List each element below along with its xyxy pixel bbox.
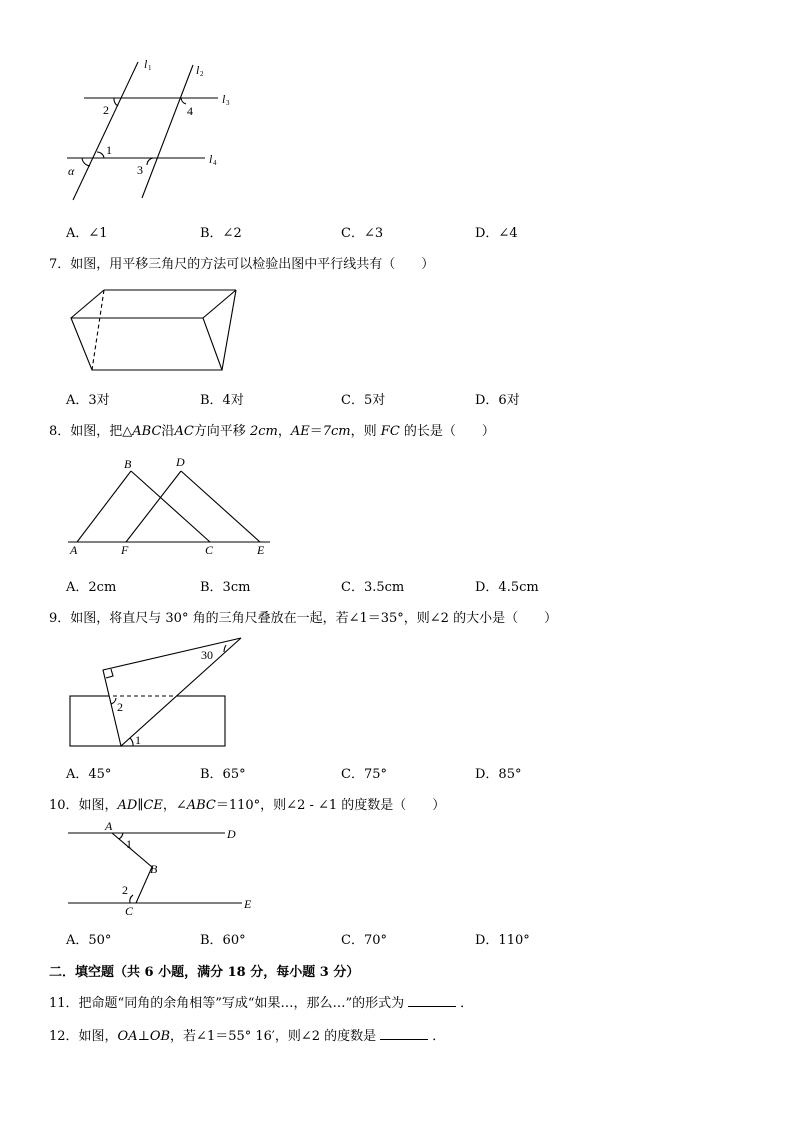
angle-arc-1 xyxy=(97,152,104,158)
q8-option-d[interactable]: D．4.5cm xyxy=(475,580,539,595)
q12-text: 12．如图，OA⊥OB，若∠1＝55° 16′，则∠2 的度数是 ． xyxy=(49,1029,446,1044)
q10-figure xyxy=(65,818,265,923)
label-l4-sub: 4 xyxy=(213,159,217,167)
q6-option-a[interactable]: A．∠1 xyxy=(66,226,108,241)
line-l2 xyxy=(142,65,193,198)
q10-text: 10．如图，AD∥CE，∠ABC＝110°，则∠2 - ∠1 的度数是（ ） xyxy=(49,798,446,813)
q6-figure xyxy=(60,55,250,205)
q9-text: 9．如图，将直尺与 30° 角的三角尺叠放在一起，若∠1＝35°，则∠2 的大小是（ ） xyxy=(49,611,558,626)
label-l3-sub: 3 xyxy=(226,99,230,107)
prism-hidden-edge xyxy=(92,290,104,370)
q8-option-c[interactable]: C．3.5cm xyxy=(341,580,405,595)
label-l1: l xyxy=(144,57,148,71)
q6-option-c[interactable]: C．∠3 xyxy=(341,226,384,241)
q7-option-c[interactable]: C．5对 xyxy=(341,393,386,408)
label-angle-1: 1 xyxy=(135,733,141,747)
label-l2-sub: 2 xyxy=(200,70,204,78)
label-c: C xyxy=(205,543,214,557)
label-e: E xyxy=(257,543,265,557)
angle-arc-1 xyxy=(119,833,123,839)
label-d: D xyxy=(176,455,185,469)
label-angle-2: 2 xyxy=(117,700,123,714)
q7-figure xyxy=(65,282,245,377)
label-l1-sub: 1 xyxy=(148,64,152,72)
angle-arc-4 xyxy=(181,98,186,104)
q9-option-c[interactable]: C．75° xyxy=(341,767,387,782)
label-angle-2: 2 xyxy=(103,103,109,117)
label-angle-1: 1 xyxy=(126,837,132,851)
label-a: A xyxy=(105,819,113,833)
q8-option-a[interactable]: A．2cm xyxy=(66,580,117,595)
label-b: B xyxy=(150,862,158,876)
q10-option-b[interactable]: B．60° xyxy=(200,933,246,948)
q10-option-a[interactable]: A．50° xyxy=(66,933,112,948)
q6-option-b[interactable]: B．∠2 xyxy=(200,226,242,241)
label-a: A xyxy=(70,543,78,557)
q12-answer-blank[interactable] xyxy=(380,1028,428,1040)
q7-option-d[interactable]: D．6对 xyxy=(475,393,520,408)
q6-option-d[interactable]: D．∠4 xyxy=(475,226,518,241)
prism-top-left xyxy=(71,290,104,318)
segment-ab xyxy=(112,833,152,867)
q8-text: 8．如图，把△ABC沿AC方向平移 2cm，AE＝7cm，则 FC 的长是（ ） xyxy=(49,424,495,439)
line-l1 xyxy=(73,62,138,200)
q11-text: 11．把命题“同角的余角相等”写成“如果…，那么…”的形式为 ． xyxy=(49,996,474,1011)
angle-arc-1 xyxy=(130,738,133,746)
q9-figure xyxy=(65,632,250,757)
set-square xyxy=(103,638,241,746)
angle-arc-3 xyxy=(147,158,154,165)
q9-option-a[interactable]: A．45° xyxy=(66,767,112,782)
label-angle-4: 4 xyxy=(187,104,193,118)
prism-back-right xyxy=(222,290,236,370)
segment-bc xyxy=(131,471,210,542)
segment-de xyxy=(181,471,260,542)
label-l2: l xyxy=(196,63,200,77)
label-f: F xyxy=(121,543,129,557)
q9-option-d[interactable]: D．85° xyxy=(475,767,522,782)
q7-option-a[interactable]: A．3对 xyxy=(66,393,110,408)
q10-option-c[interactable]: C．70° xyxy=(341,933,387,948)
label-e: E xyxy=(244,897,252,911)
prism-top-right xyxy=(203,290,236,318)
label-angle-1: 1 xyxy=(106,143,112,157)
q8-figure xyxy=(65,450,280,560)
q10-option-d[interactable]: D．110° xyxy=(475,933,530,948)
q7-text: 7．如图，用平移三角尺的方法可以检验出图中平行线共有（ ） xyxy=(49,257,435,272)
q11-answer-blank[interactable] xyxy=(408,995,456,1007)
q8-option-b[interactable]: B．3cm xyxy=(200,580,251,595)
label-d: D xyxy=(227,827,236,841)
label-l3: l xyxy=(222,92,226,106)
label-l4: l xyxy=(209,152,213,166)
label-angle-2: 2 xyxy=(122,883,128,897)
label-b: B xyxy=(124,457,132,471)
label-alpha: α xyxy=(68,164,75,178)
segment-fd xyxy=(126,471,181,542)
segment-ab xyxy=(77,471,131,542)
section-2-heading: 二．填空题（共 6 小题，满分 18 分，每小题 3 分） xyxy=(49,965,360,980)
q7-option-b[interactable]: B．4对 xyxy=(200,393,244,408)
label-c: C xyxy=(125,904,134,918)
angle-arc-2 xyxy=(130,895,133,903)
label-30: 30 xyxy=(201,648,213,662)
label-angle-3: 3 xyxy=(137,163,143,177)
angle-arc-alpha xyxy=(82,158,90,166)
q9-option-b[interactable]: B．65° xyxy=(200,767,246,782)
